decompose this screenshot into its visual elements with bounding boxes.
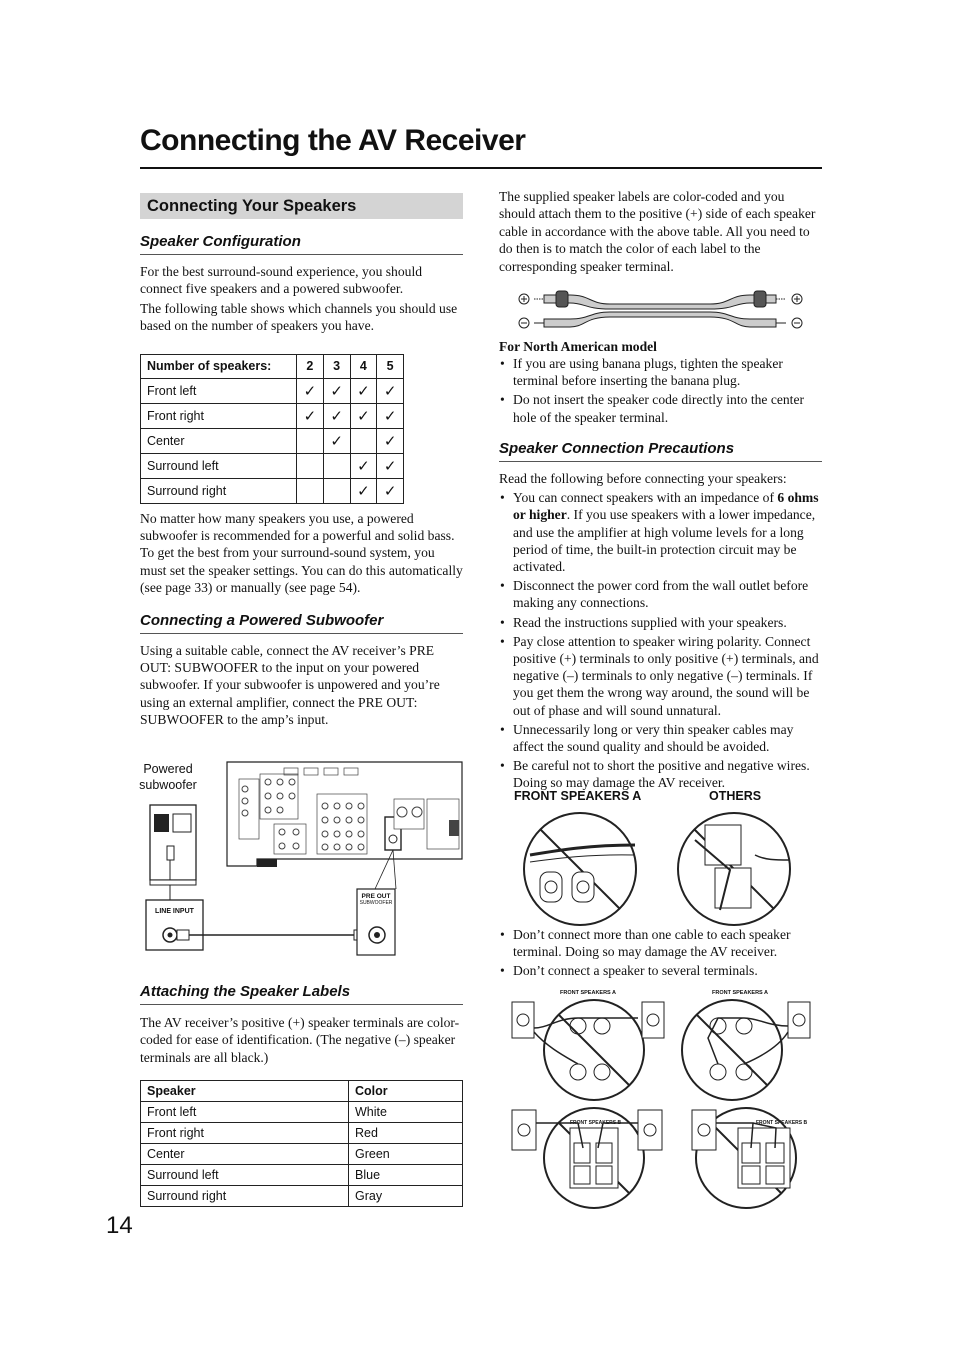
check-mark — [297, 453, 324, 478]
cable-warnings — [499, 926, 822, 982]
check-mark — [323, 453, 350, 478]
table-row — [141, 403, 404, 428]
speaker-settings-para: To get the best from your surround-sound system, you must set the speaker settings. You can do this automatically (see page 33) or manually (see page 54). — [140, 545, 463, 596]
table-row — [141, 1102, 463, 1123]
check-mark: ✓ — [377, 428, 404, 453]
list-item: • Don’t connect more than one cable to each speaker terminal. Doing so may damage the AV receiver. — [499, 926, 822, 960]
table-row — [141, 1123, 463, 1144]
front-speakers-a-diagram-label: FRONT SPEAKERS A — [560, 990, 617, 996]
label-instructions-para: The supplied speaker labels are color-coded and you should attach them to the positive (+) side of each speaker cable in accordance with the above table. All you need to do then is to match the color of each label to the corresponding speaker terminal. — [499, 189, 816, 274]
table-cell: Green — [349, 1144, 463, 1165]
list-item: • Don’t connect a speaker to several terminals. — [499, 962, 822, 979]
check-mark: ✓ — [350, 478, 377, 503]
north-america-notes — [499, 338, 822, 794]
table-cell: Surround right — [141, 1186, 349, 1207]
table-cell-label: Front right — [141, 403, 297, 428]
table-cell-label: Surround right — [141, 478, 297, 503]
page-number: 14 — [106, 1212, 133, 1239]
subwoofer-heading: Connecting a Powered Subwoofer — [140, 612, 463, 634]
table-row — [141, 1144, 463, 1165]
table-row — [141, 378, 404, 403]
pre-out-label: PRE OUT — [361, 893, 391, 900]
impedance-text-before: You can connect speakers with an impedance of — [513, 490, 778, 506]
subwoofer-para: Using a suitable cable, connect the AV receiver’s PRE OUT: SUBWOOFER to the input on your powered subwoofer. If your subwoofer is unpowered and you’re using an external amplifier, connect the PRE OUT: SUBWOOFER to the amp’s input. — [140, 642, 440, 728]
impedance-text-after: . If you use speakers with a lower impedance, and use the amplifier at high volume levels for a long period of time, the built-in protection circuit may be activated. — [513, 507, 816, 575]
title-rule — [140, 167, 822, 169]
speaker-labels-para: The AV receiver’s positive (+) speaker terminals are color-coded for ease of identification. (The negative (–) speaker terminals are all black.) — [140, 1015, 460, 1065]
list-item: • Read the instructions supplied with your speakers. — [499, 614, 822, 631]
table-header-row — [141, 1081, 463, 1102]
page-title: Connecting the AV Receiver — [140, 124, 526, 157]
north-america-heading: For North American model — [499, 339, 657, 354]
check-mark: ✓ — [350, 403, 377, 428]
others-label: OTHERS — [709, 789, 762, 803]
list-item: • Unnecessarily long or very thin speaker cables may affect the sound quality and should be avoided. — [499, 721, 822, 755]
check-mark — [350, 428, 377, 453]
check-mark — [297, 478, 324, 503]
impedance-value: 6 ohms or higher — [513, 490, 819, 523]
table-row — [141, 1165, 463, 1186]
table-header-cell: 4 — [350, 354, 377, 378]
front-speakers-b-diagram-label: FRONT SPEAKERS B — [570, 1120, 622, 1126]
speaker-configuration-para-1: For the best surround-sound experience, you should connect five speakers and a powered subwoofer. — [140, 264, 423, 297]
table-header-cell: Color — [349, 1081, 463, 1102]
check-mark: ✓ — [323, 378, 350, 403]
check-mark: ✓ — [323, 428, 350, 453]
table-row — [141, 478, 404, 503]
pre-out-subwoofer-label: SUBWOOFER — [359, 900, 393, 906]
speaker-channel-table — [140, 354, 404, 504]
table-cell-label: Center — [141, 428, 297, 453]
table-cell: Red — [349, 1123, 463, 1144]
check-mark: ✓ — [377, 453, 404, 478]
list-item: • If you are using banana plugs, tighten the speaker terminal before inserting the banana plug. — [499, 355, 822, 389]
table-cell: Gray — [349, 1186, 463, 1207]
check-mark: ✓ — [377, 403, 404, 428]
check-mark: ✓ — [297, 403, 324, 428]
precautions-intro: Read the following before connecting your speakers: — [499, 470, 787, 486]
check-mark — [297, 428, 324, 453]
table-header-cell: Number of speakers: — [141, 354, 297, 378]
subwoofer-connection-figure — [132, 754, 467, 962]
table-row — [141, 453, 404, 478]
list-item: • Disconnect the power cord from the wall outlet before making any connections. — [499, 577, 822, 611]
check-mark: ✓ — [350, 453, 377, 478]
table-cell: Front left — [141, 1102, 349, 1123]
check-mark: ✓ — [297, 378, 324, 403]
table-cell: Center — [141, 1144, 349, 1165]
table-cell: White — [349, 1102, 463, 1123]
speaker-labels-section — [140, 983, 463, 1207]
table-header-cell: Speaker — [141, 1081, 349, 1102]
subwoofer-recommendation-para: No matter how many speakers you use, a powered subwoofer is recommended for a powerful and solid bass. — [140, 510, 455, 544]
section-heading: Connecting Your Speakers — [140, 193, 463, 219]
table-header-row — [141, 354, 404, 378]
table-cell: Blue — [349, 1165, 463, 1186]
table-header-cell: 2 — [297, 354, 324, 378]
terminal-prohibition-figure — [520, 810, 800, 930]
speaker-configuration-heading: Speaker Configuration — [140, 233, 463, 255]
front-speakers-b-diagram-label: FRONT SPEAKERS B — [756, 1120, 808, 1126]
speaker-cable-figure — [510, 285, 810, 335]
table-cell: Surround left — [141, 1165, 349, 1186]
check-mark — [323, 478, 350, 503]
speaker-wiring-prohibition-diagrams — [508, 998, 818, 1210]
list-item — [499, 489, 822, 575]
table-cell-label: Front left — [141, 378, 297, 403]
table-row — [141, 428, 404, 453]
front-speakers-a-label: FRONT SPEAKERS A — [514, 789, 642, 803]
powered-subwoofer-label: Powered subwoofer — [139, 762, 197, 792]
precautions-heading: Speaker Connection Precautions — [499, 440, 822, 462]
list-item: • Be careful not to short the positive and negative wires. Doing so may damage the AV receiver. — [499, 757, 822, 791]
speaker-labels-heading: Attaching the Speaker Labels — [140, 983, 463, 1005]
check-mark: ✓ — [323, 403, 350, 428]
check-mark: ✓ — [377, 478, 404, 503]
front-speakers-a-diagram-label: FRONT SPEAKERS A — [712, 990, 769, 996]
table-header-cell: 5 — [377, 354, 404, 378]
speaker-configuration-para-2: The following table shows which channels you should use based on the number of speakers you have. — [140, 300, 458, 334]
line-input-label: LINE INPUT — [155, 908, 194, 915]
table-cell-label: Surround left — [141, 453, 297, 478]
check-mark: ✓ — [350, 378, 377, 403]
table-header-cell: 3 — [323, 354, 350, 378]
list-item: • Pay close attention to speaker wiring polarity. Connect positive (+) terminals to only positive (+) terminals, and negative (–) terminals to only negative (–) terminals. If you get them the wrong way around, the sound will be out of phase and will sound unnatural. — [499, 633, 822, 719]
speaker-color-table — [140, 1080, 463, 1207]
right-column — [499, 188, 822, 275]
table-row — [141, 1186, 463, 1207]
left-column — [140, 193, 463, 729]
check-mark: ✓ — [377, 378, 404, 403]
table-cell: Front right — [141, 1123, 349, 1144]
subwoofer-wiring-diagram — [132, 754, 467, 962]
list-item: • Do not insert the speaker code directly into the center hole of the speaker terminal. — [499, 391, 822, 425]
